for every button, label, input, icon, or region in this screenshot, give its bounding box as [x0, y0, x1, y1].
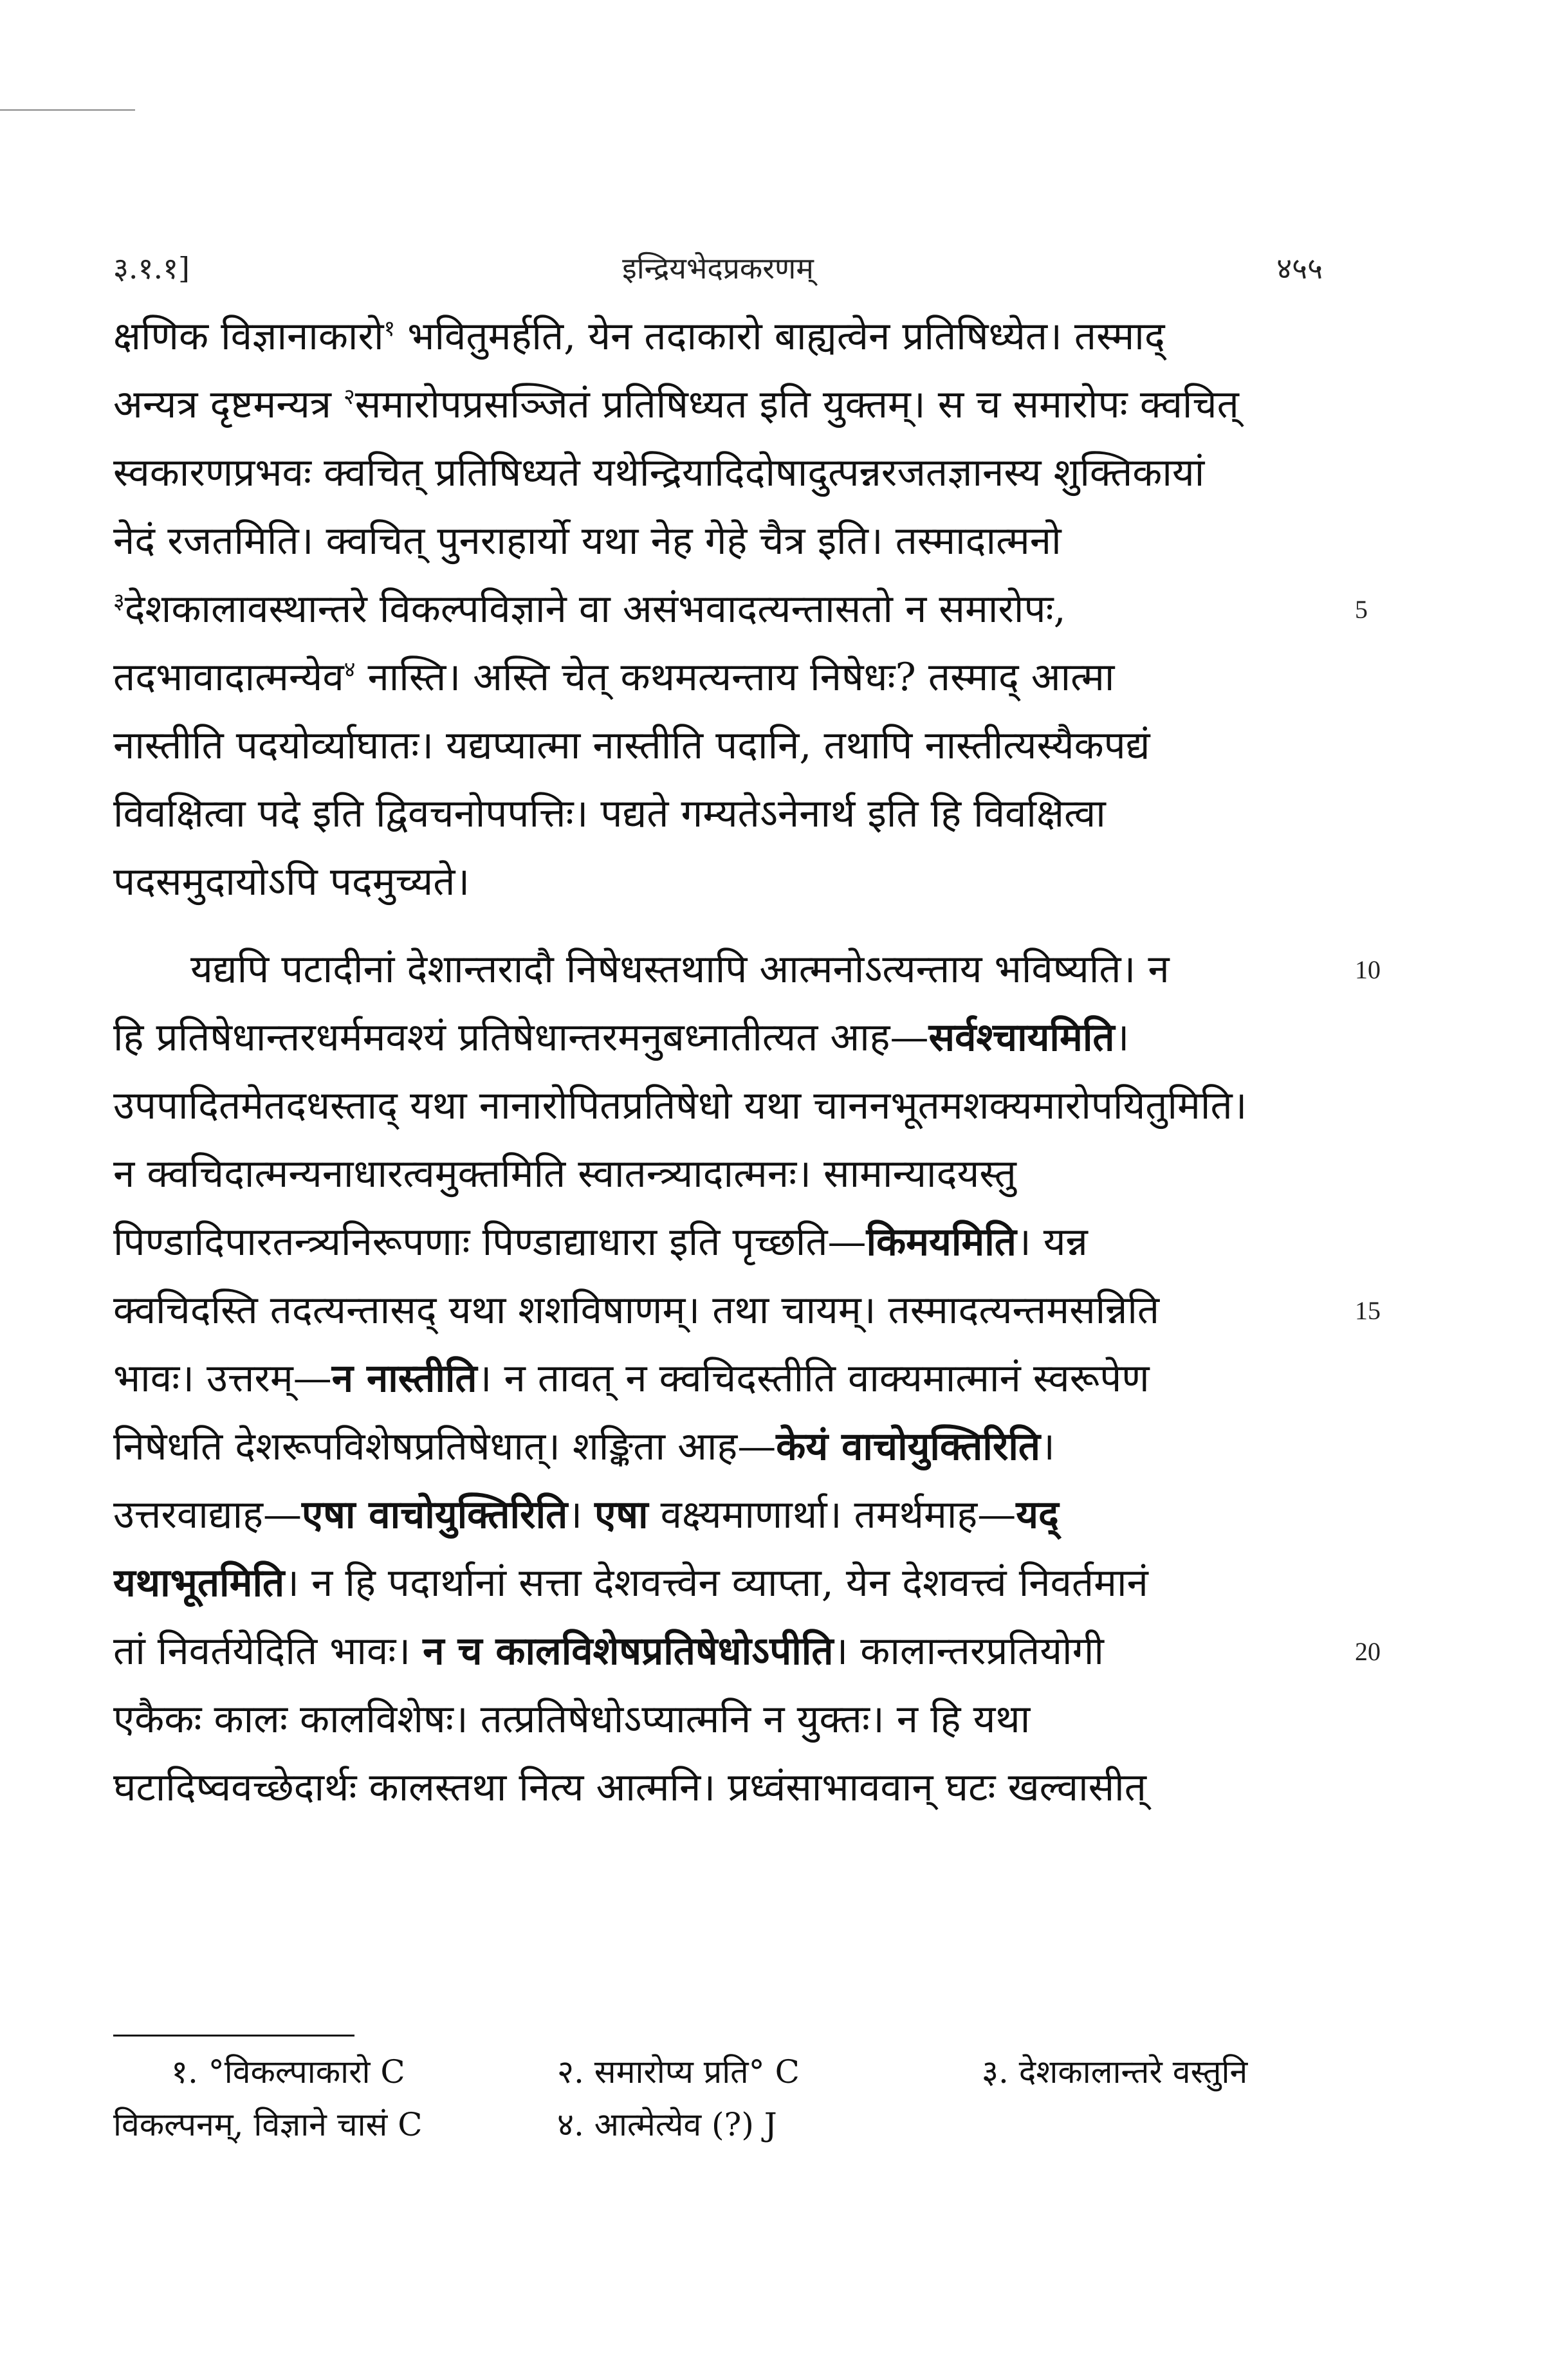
scan-edge-mark [0, 109, 135, 111]
text-line-content: न क्वचिदात्मन्यनाधारत्वमुक्तमिति स्वातन्त्र्यादात्मनः। सामान्यादयस्तु [113, 1151, 1016, 1196]
footnote-3-continued: विकल्पनम्, विज्ञाने चासं C [113, 2106, 423, 2143]
text-line-content: विवक्षित्वा पदे इति द्विवचनोपपत्तिः। पद्यते गम्यतेऽनेनार्थ इति हि विवक्षित्वा [113, 791, 1106, 836]
text-line-content: यथाभूतमिति। न हि पदार्थानां सत्ता देशवत्त्वेन व्याप्ता, येन देशवत्त्वं निवर्तमानं [113, 1561, 1148, 1606]
text-line [113, 302, 1323, 371]
text-line-content: हि प्रतिषेधान्तरधर्ममवश्यं प्रतिषेधान्तरमनुबध्नातीत्यत आह—सर्वश्चायमिति। [113, 1015, 1130, 1060]
text-line-content: निषेधति देशरूपविशेषप्रतिषेधात्। शङ्किता आह—केयं वाचोयुक्तिरिति। [113, 1424, 1055, 1469]
text-line [113, 1549, 1323, 1617]
text-line [113, 1140, 1323, 1208]
text-line [113, 371, 1323, 439]
text-line-content: क्वचिदस्ति तदत्यन्तासद् यथा शशविषाणम्। तथा चायम्। तस्मादत्यन्तमसन्निति [113, 1288, 1160, 1333]
text-line [113, 848, 1323, 916]
text-line-content: पिण्डादिपारतन्त्र्यनिरूपणाः पिण्डाद्याधारा इति पृच्छति—किमयमिति। यन्न [113, 1220, 1088, 1265]
text-line [113, 1753, 1323, 1822]
text-line-content: एकैकः कालः कालविशेषः। तत्प्रतिषेधोऽप्यात्मनि न युक्तः। न हि यथा [113, 1697, 1031, 1742]
text-line [113, 711, 1323, 780]
text-line [113, 439, 1323, 507]
margin-line-number: 15 [1355, 1296, 1381, 1325]
footnotes [113, 2046, 1323, 2151]
text-line [113, 1276, 1323, 1344]
text-line [113, 780, 1323, 848]
text-line [113, 1072, 1323, 1140]
running-title: इन्द्रियभेदप्रकरणम् [622, 251, 814, 286]
text-line-content: उत्तरवाद्याह—एषा वाचोयुक्तिरिति। एषा वक्ष्यमाणार्था। तमर्थमाह—यद् [113, 1492, 1059, 1537]
text-line-content: तां निवर्तयेदिति भावः। न च कालविशेषप्रतिषेधोऽपीति। कालान्तरप्रतियोगी [113, 1629, 1104, 1674]
text-line-content: अन्यत्र दृष्टमन्यत्र $^२$समारोपप्रसञ्जितं प्रतिषिध्यत इति युक्तम्। स च समारोपः क्वचित् [113, 382, 1239, 427]
text-line-content: भावः। उत्तरम्—न नास्तीति। न तावत् न क्वचिदस्तीति वाक्यमात्मानं स्वरूपेण [113, 1356, 1150, 1401]
footnote-3: ३. देशकालान्तरे वस्तुनि [982, 2053, 1248, 2091]
section-number: ३.१.१] [113, 251, 190, 286]
text-line-content: घटादिष्ववच्छेदार्थः कालस्तथा नित्य आत्मनि। प्रध्वंसाभाववान् घटः खल्वासीत् [113, 1765, 1146, 1810]
text-line [113, 507, 1323, 575]
footnote-2: २. समारोप्य प्रति° C [557, 2053, 800, 2091]
text-line [113, 1481, 1323, 1549]
running-header [113, 248, 1323, 293]
text-line [113, 1413, 1323, 1481]
footnote-1: १. °विकल्पाकारो C [171, 2053, 405, 2091]
text-line-content: क्षणिक विज्ञानाकारो$^१$ भवितुमर्हति, येन तदाकारो बाह्यत्वेन प्रतिषिध्येत। तस्माद् [113, 314, 1165, 359]
margin-line-number: 5 [1355, 595, 1368, 624]
page-number: ४५५ [1276, 251, 1323, 286]
text-line-content: उपपादितमेतदधस्ताद् यथा नानारोपितप्रतिषेधो यथा चाननभूतमशक्यमारोपयितुमिति। [113, 1083, 1247, 1128]
footnote-4: ४. आत्मेत्येव (?) J [557, 2106, 777, 2143]
footnote-rule [113, 2035, 354, 2037]
main-text [113, 302, 1323, 1822]
text-line [113, 1003, 1323, 1072]
text-line [113, 1208, 1323, 1276]
text-line [113, 643, 1323, 711]
text-line [113, 1685, 1323, 1753]
text-line-content: नास्तीति पदयोर्व्याघातः। यद्यप्यात्मा नास्तीति पदानि, तथापि नास्तीत्यस्यैकपद्यं [113, 723, 1150, 768]
text-line [113, 575, 1323, 643]
text-line-content: नेदं रजतमिति। क्वचित् पुनराहार्यो यथा नेह गेहे चैत्र इति। तस्मादात्मनो [113, 518, 1062, 563]
text-line [113, 935, 1323, 1003]
text-line-content: $^३$देशकालावस्थान्तरे विकल्पविज्ञाने वा असंभवादत्यन्तासतो न समारोपः, [113, 587, 1066, 632]
text-line [113, 1344, 1323, 1413]
text-line-content: पदसमुदायोऽपि पदमुच्यते। [113, 859, 470, 904]
text-line-content: तदभावादात्मन्येव$^४$ नास्ति। अस्ति चेत् कथमत्यन्ताय निषेधः? तस्माद् आत्मा [113, 655, 1115, 700]
margin-line-number: 10 [1355, 955, 1381, 984]
footnote-row [113, 2046, 1323, 2098]
margin-line-number: 20 [1355, 1637, 1381, 1666]
text-line-content: स्वकारणप्रभवः क्वचित् प्रतिषिध्यते यथेन्द्रियादिदोषादुत्पन्नरजतज्ञानस्य शुक्तिकायां [113, 450, 1205, 495]
text-line [113, 1617, 1323, 1685]
footnote-row [113, 2098, 1323, 2151]
text-line-content: यद्यपि पटादीनां देशान्तरादौ निषेधस्तथापि आत्मनोऽत्यन्ताय भविष्यति। न [190, 947, 1170, 992]
